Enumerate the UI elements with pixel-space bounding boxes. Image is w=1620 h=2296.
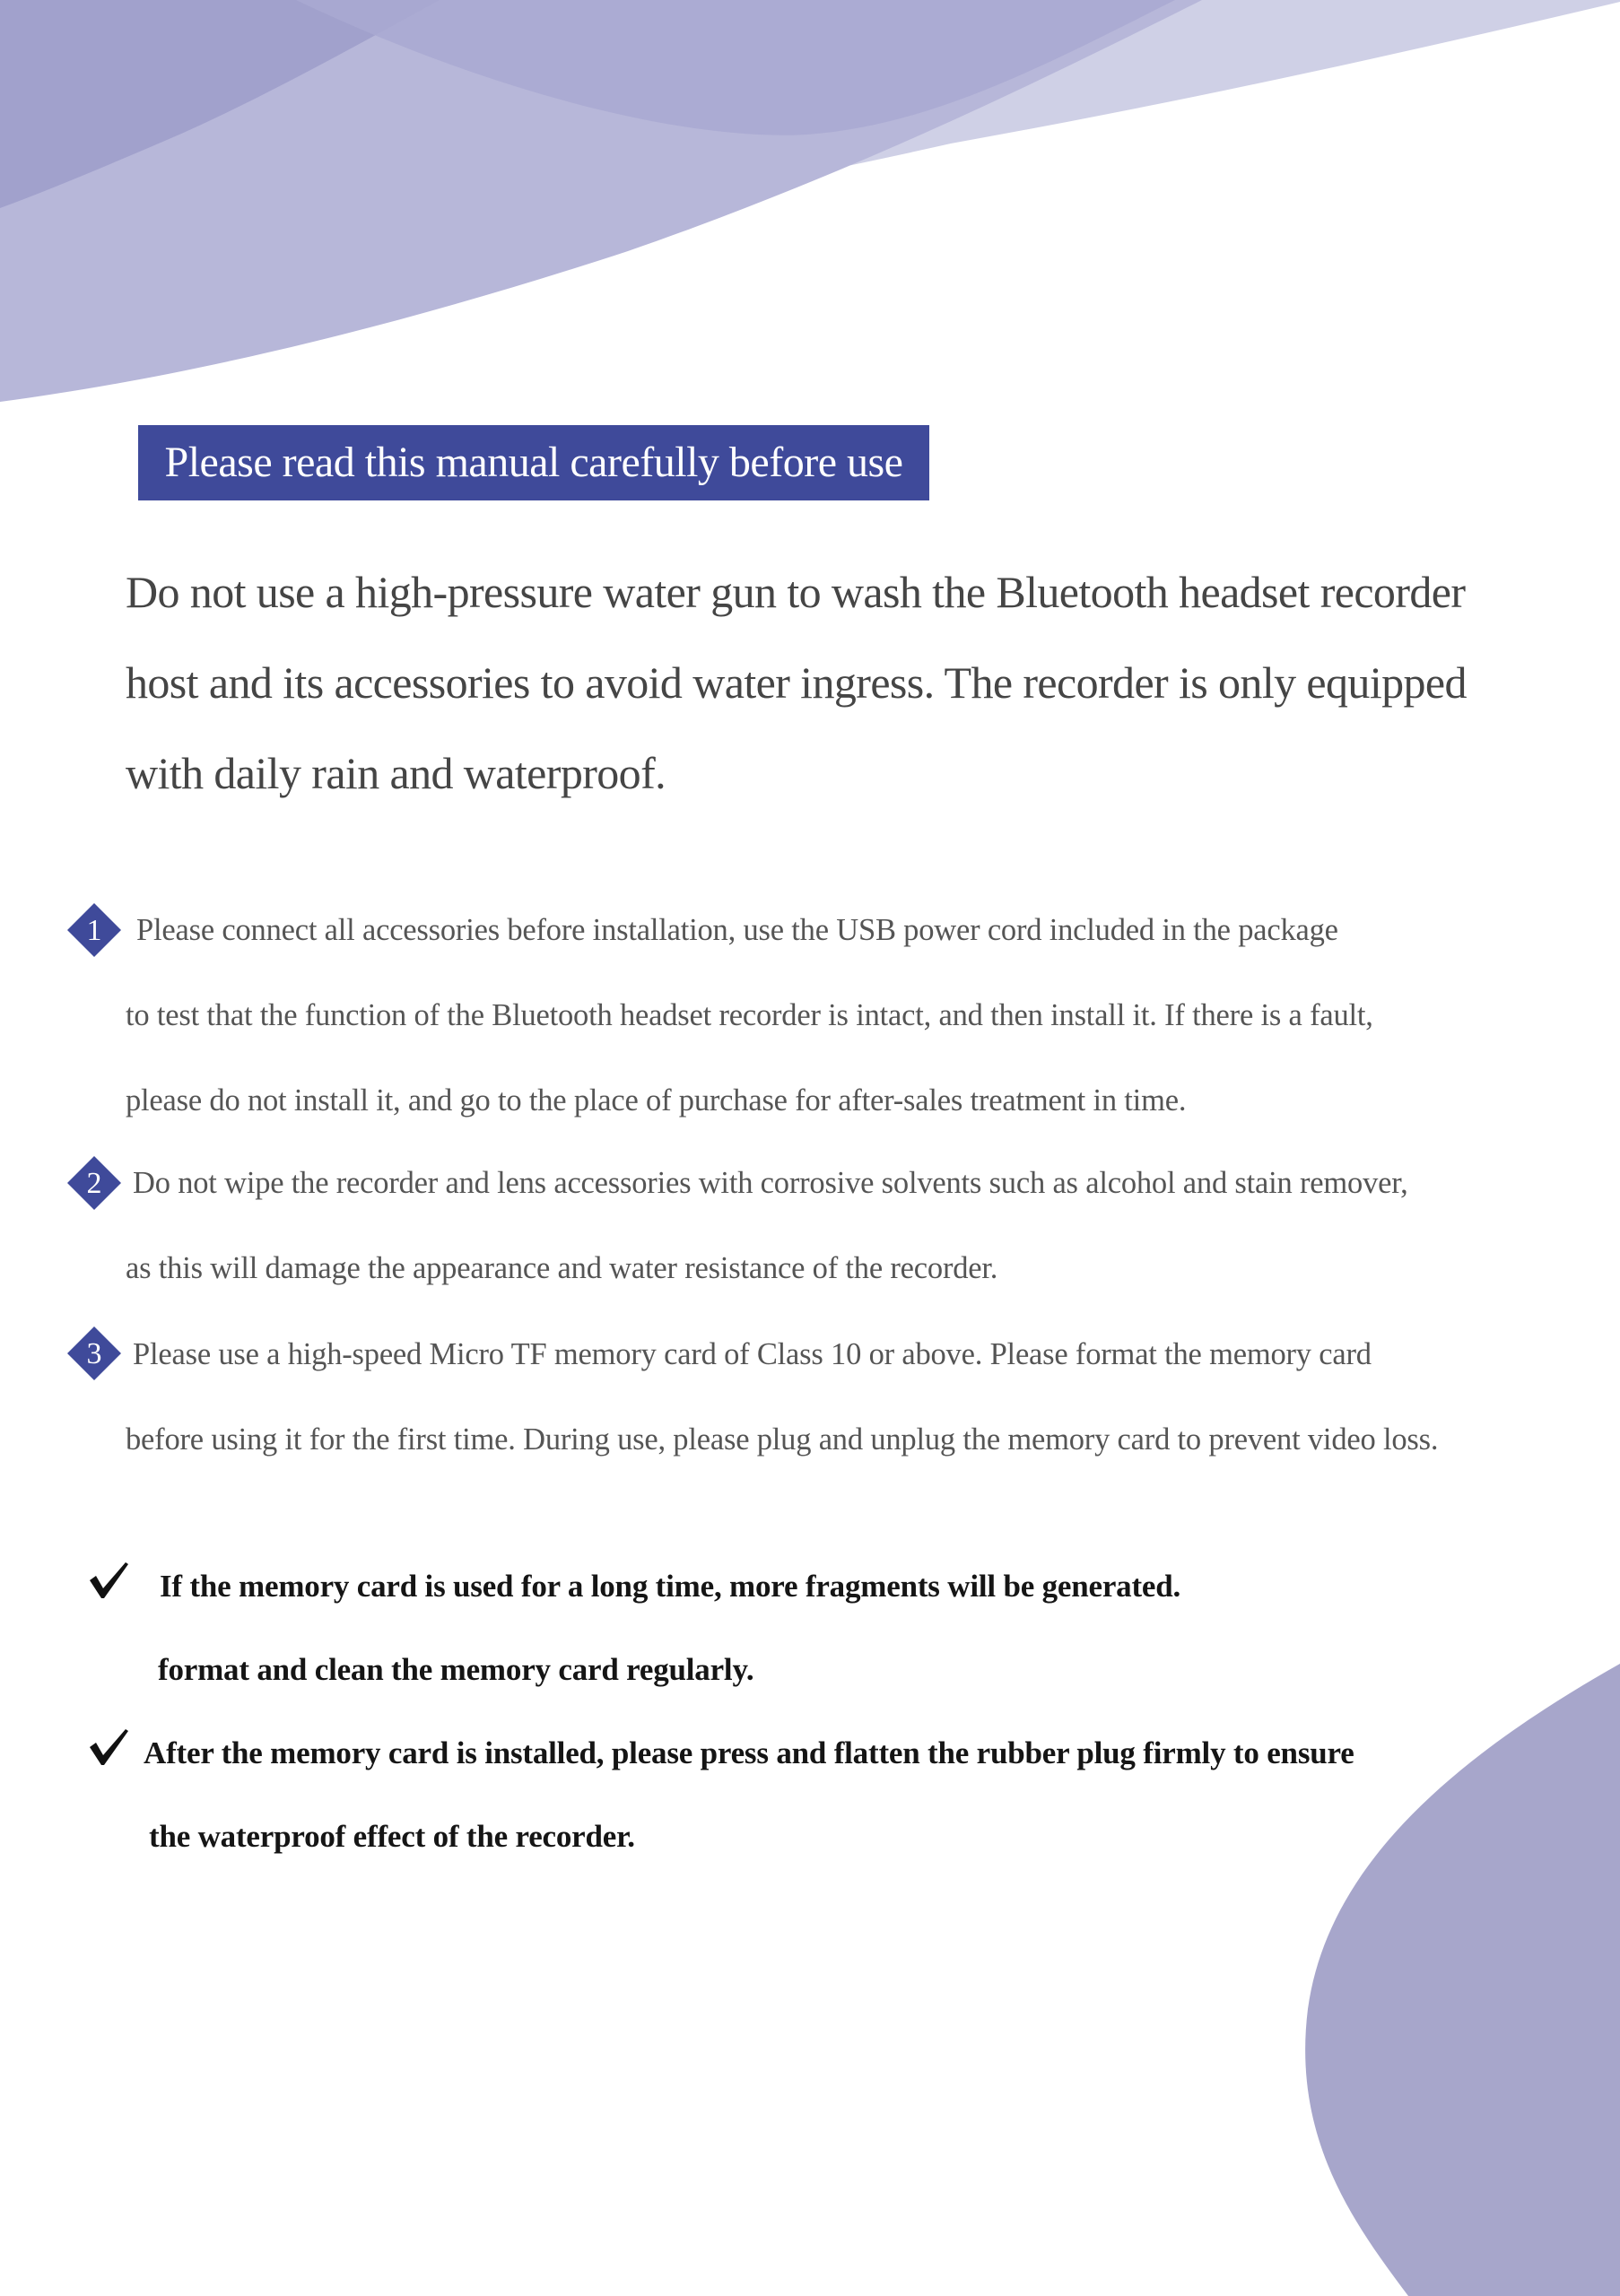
diamond-icon — [66, 1155, 122, 1211]
list-item-line: before using it for the first time. During use, please plug and unplug the memory card to prevent video loss. — [126, 1422, 1439, 1457]
list-item-line: please do not install it, and go to the place of purchase for after-sales treatment in time. — [126, 1083, 1187, 1118]
list-item-line: Do not wipe the recorder and lens accessories with corrosive solvents such as alcohol and stain remover, — [133, 1166, 1408, 1200]
intro-paragraph — [126, 547, 1525, 819]
note-line: After the memory card is installed, please press and flatten the rubber plug firmly to ensure — [144, 1735, 1354, 1770]
number-badge-label: 3 — [86, 1337, 102, 1370]
number-badge-1 — [66, 902, 122, 958]
number-badge-3 — [66, 1326, 122, 1381]
intro-line: Do not use a high-pressure water gun to wash the Bluetooth headset recorder — [126, 567, 1466, 617]
list-item-line: as this will damage the appearance and water resistance of the recorder. — [126, 1251, 998, 1285]
page-title-banner — [138, 425, 929, 500]
check-icon — [86, 1559, 131, 1604]
intro-line: with daily rain and waterproof. — [126, 748, 666, 798]
note-1 — [160, 1544, 1180, 1711]
note-2 — [144, 1711, 1354, 1878]
list-item-line: Please use a high-speed Micro TF memory card of Class 10 or above. Please format the memory card — [133, 1337, 1372, 1371]
page-title: Please read this manual carefully before use — [164, 439, 903, 486]
check-icon — [86, 1726, 131, 1770]
note-line: format and clean the memory card regularly. — [158, 1652, 754, 1687]
list-item-3 — [126, 1312, 1438, 1483]
note-line: the waterproof effect of the recorder. — [149, 1819, 635, 1854]
number-badge-label: 2 — [86, 1167, 102, 1200]
note-line: If the memory card is used for a long time, more fragments will be generated. — [160, 1569, 1181, 1604]
list-item-line: Please connect all accessories before installation, use the USB power cord included in the package — [136, 913, 1338, 947]
list-item-line: to test that the function of the Bluetooth headset recorder is intact, and then install it. If there is a fault, — [126, 998, 1373, 1032]
diamond-icon — [66, 1326, 122, 1381]
number-badge-label: 1 — [86, 914, 102, 947]
diamond-icon — [66, 902, 122, 958]
list-item-1 — [126, 888, 1373, 1144]
number-badge-2 — [66, 1155, 122, 1211]
list-item-2 — [126, 1141, 1408, 1311]
intro-line: host and its accessories to avoid water ingress. The recorder is only equipped — [126, 657, 1467, 708]
